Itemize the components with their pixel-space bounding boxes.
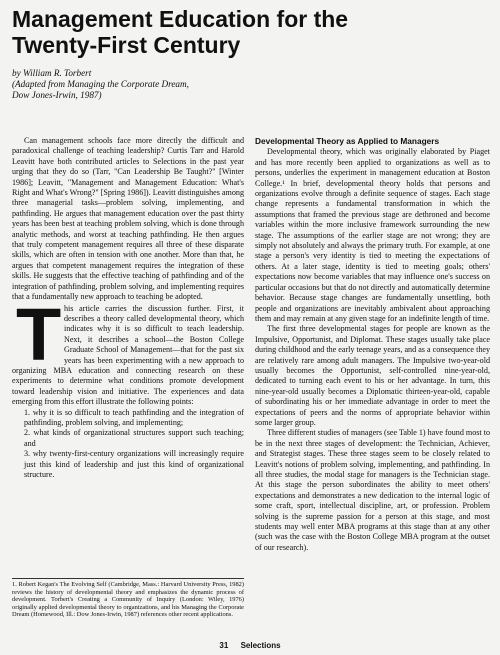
left-paragraph-2: his article carries the discussion further. First, it describes a theory called developmental theory, which indicates why it is so difficult to teach leadership. Next, it describes a school—the Boston College Graduate School of Management—that for the past six years has been experimenting with a new approach to organizing MBA education and connecting research on these experiments to determine what conditions promote development toward leadership vision and initiative. The experiences and data emerging from this effort illustrate the following points:	[12, 303, 244, 407]
right-paragraph-3: Three different studies of managers (see Table 1) have found most to be in the next three stages of development: the Technician, Achiever, and Strategist stages. These three stages seem to be closely related to Leavitt's notions of problem solving, implementing, and pathfinding. In all three studies, the modal stage for managers is the Technician stage. At this stage the person subordinates the ability to meet others' expectations and demonstrates a new dedication to the internal logic of some craft, sport, intellectual discipline, art, or profession. Problem solving is the supreme passion for a person at this stage, and most students may well enter MBA programs at this stage than at any other (such was the case with the Boston College MBA program at the outset of our research).	[255, 428, 490, 552]
page-footer	[0, 641, 500, 650]
page-number: 31	[219, 641, 229, 650]
footnote: 1. Robert Kegan's The Evolving Self (Cambridge, Mass.: Harvard University Press, 1982) reviews the history of developmental theory and emphasizes the dynamic process of development. Torbert's Creating a Community of Inquiry (London: Wiley, 1976) originally applied developmental theory to organizations, and his Managing the Corporate Dream (Homewood, Ill.: Dow Jones-Irwin, 1987) references other recent applications.	[12, 578, 244, 619]
right-column	[255, 136, 490, 553]
section-heading: Developmental Theory as Applied to Managers	[255, 136, 440, 146]
dropcap-section	[12, 292, 244, 408]
point-item-3: 3. why twenty-first-century organizations will increasingly require just this kind of leadership and just this kind of organizational structure.	[24, 449, 244, 479]
point-item-2: 2. what kinds of organizational structures support such teaching; and	[24, 428, 244, 448]
right-paragraph-2: The first three developmental stages for people are known as the Impulsive, Opportunist, and Diplomat. These stages usually take place during childhood and the early teenage years, and as a consequence they are relatively rare among adult managers. The Impulsive two-year-old usually becomes the Opportunist, self-controlled nine-year-old, dedicated to turning each event to his or her advantage. In turn, this nine-year-old usually becomes a Diplomatic thirteen-year-old, capable of subordinating his or her immediate advantage in order to meet the expectations of peers and the norms of appropriate behavior within some larger group.	[255, 324, 490, 427]
right-paragraph-1: Developmental theory, which was originally elaborated by Piaget and has more recently been applied to organizations as well as to persons, underlies the experiment in management education at Boston College.¹ In brief, developmental theory holds that persons and organizations evolve through a definite sequence of stages. Each stage change represents a fundamental transformation in which the assumptions that framed the previous stage are dethroned and become variables within the more inclusive framework surrounding the new stage. The assumptions of the earlier stage are not wrong; they are simply not absolutely and always the primary truth. For example, at one stage a person's very identity is tied to meeting the expectations of others. At a later stage, identity is tied to meeting goals; others' expectations now become variables that may influence one's success on particular occasions but that do not directly and automatically determine behavior. Because stage changes are fundamentally unsettling, both people and organizations are inevitably ambivalent about approaching them and may remain at any given stage for an indefinite length of time.	[255, 147, 490, 323]
source-line-2: Dow Jones-Irwin, 1987)	[12, 90, 102, 100]
source-line-1: (Adapted from Managing the Corporate Dream,	[12, 79, 189, 89]
title-line-1: Management Education for the	[12, 6, 349, 32]
title-line-2: Twenty-First Century	[12, 32, 241, 58]
byline-block	[12, 68, 312, 101]
left-column	[12, 136, 244, 480]
left-paragraph-1: Can management schools face more directly the difficult and paradoxical challenge of teaching leadership? Curtis Tarr and Harold Leavitt have both contributed articles to Selections in the past year urging that they do so (Tarr, "Can Leadership Be Taught?" [Winter 1986]; Leavitt, "Management and Management Education: What's Right and What's Wrong?" [Spring 1986]). Leavitt distinguishes among three managerial tasks—problem solving, implementing, and pathfinding. He argues that management education over the past thirty years has been best at teaching problem solving, which is done through analytic methods, and worst at teaching pathfinding. He then argues that truly competent management requires all three of these disparate skills, which are often in tension with one another. More than that, he argues that competent management requires the integration of these skills. He suggests that the effective teaching of pathfinding and of the integration of pathfinding, problem solving, and implementing requires that a fundamentally new approach to teaching be adopted.	[12, 136, 244, 302]
points-list	[12, 408, 244, 481]
drop-cap: T	[16, 292, 62, 376]
author-byline: by William R. Torbert	[12, 68, 92, 78]
point-item-1: 1. why it is so difficult to teach pathfinding and the integration of pathfinding, problem solving, and implementing;	[24, 407, 244, 427]
publication-name: Selections	[240, 641, 281, 650]
article-title	[12, 6, 482, 58]
